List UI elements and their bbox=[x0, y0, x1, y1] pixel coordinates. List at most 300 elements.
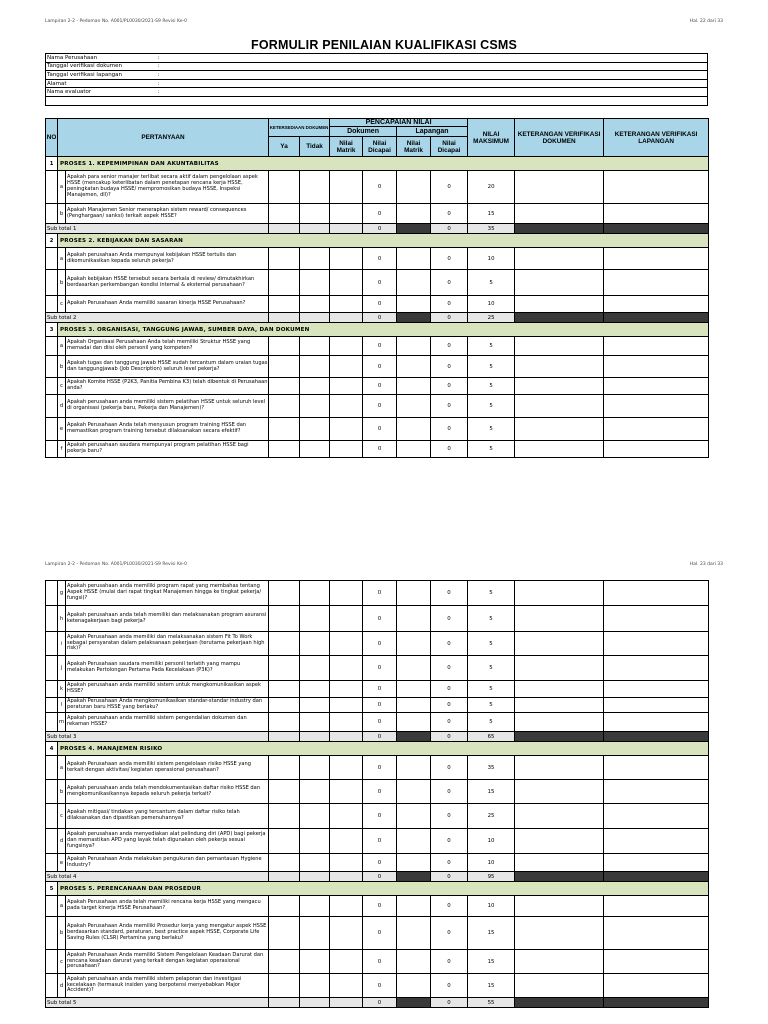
tidak-cell[interactable] bbox=[300, 204, 330, 224]
subtotal-lap: 0 bbox=[431, 224, 468, 234]
dok-matrik-cell[interactable] bbox=[330, 395, 363, 418]
ket-dokumen-cell[interactable] bbox=[515, 270, 604, 296]
ket-lapangan-cell[interactable] bbox=[604, 756, 709, 780]
subtotal-max: 95 bbox=[468, 872, 515, 882]
dok-matrik-cell[interactable] bbox=[330, 418, 363, 441]
lap-matrik-cell[interactable] bbox=[397, 296, 431, 313]
subtotal-blank bbox=[330, 732, 363, 742]
ket-dokumen-cell[interactable] bbox=[515, 418, 604, 441]
ket-dokumen-cell[interactable] bbox=[515, 248, 604, 270]
question-row bbox=[46, 854, 709, 872]
ket-lapangan-cell[interactable] bbox=[604, 395, 709, 418]
dok-dicapai: 0 bbox=[363, 171, 397, 204]
question-letter: g bbox=[58, 581, 66, 606]
lap-matrik-cell[interactable] bbox=[397, 581, 431, 606]
ya-cell[interactable] bbox=[269, 756, 300, 780]
dok-dicapai: 0 bbox=[363, 829, 397, 854]
lap-matrik-cell[interactable] bbox=[397, 804, 431, 829]
lap-matrik-cell[interactable] bbox=[397, 204, 431, 224]
ya-cell[interactable] bbox=[269, 337, 300, 356]
lap-dicapai: 0 bbox=[431, 681, 468, 698]
subtotal-dok: 0 bbox=[363, 998, 397, 1008]
dok-dicapai: 0 bbox=[363, 606, 397, 632]
dok-matrik-cell[interactable] bbox=[330, 248, 363, 270]
lap-matrik-cell[interactable] bbox=[397, 698, 431, 713]
nilai-maksimum: 10 bbox=[468, 829, 515, 854]
lap-matrik-cell[interactable] bbox=[397, 356, 431, 378]
lap-dicapai: 0 bbox=[431, 395, 468, 418]
question-text: Apakah Perusahaan Anda memiliki Prosedur kerja yang mengatur aspek HSSE berdasarkan standard, peraturan, best practice aspek HSSE, Corporate Life Saving Rules (CLSR) Pertamina yang berlaku? bbox=[66, 917, 269, 950]
info-row bbox=[46, 62, 708, 71]
ya-cell[interactable] bbox=[269, 378, 300, 395]
lap-matrik-cell[interactable] bbox=[397, 681, 431, 698]
tidak-cell[interactable] bbox=[300, 248, 330, 270]
subtotal-blank bbox=[330, 998, 363, 1008]
subtotal-shaded bbox=[397, 998, 431, 1008]
page-number: Hal. 22 dari 33 bbox=[689, 19, 723, 24]
section-title: PROSES 5. PERENCANAAN DAN PROSEDUR bbox=[58, 882, 709, 896]
lap-matrik-cell[interactable] bbox=[397, 441, 431, 458]
ya-cell[interactable] bbox=[269, 804, 300, 829]
dok-matrik-cell[interactable] bbox=[330, 171, 363, 204]
tidak-cell[interactable] bbox=[300, 296, 330, 313]
tidak-cell[interactable] bbox=[300, 632, 330, 656]
ket-dokumen-cell[interactable] bbox=[515, 378, 604, 395]
section-header bbox=[46, 323, 709, 337]
dok-dicapai: 0 bbox=[363, 378, 397, 395]
dok-dicapai: 0 bbox=[363, 632, 397, 656]
question-row bbox=[46, 337, 709, 356]
ket-lapangan-cell[interactable] bbox=[604, 581, 709, 606]
info-row bbox=[46, 54, 708, 63]
lap-matrik-cell[interactable] bbox=[397, 606, 431, 632]
info-row bbox=[46, 71, 708, 80]
ket-dokumen-cell[interactable] bbox=[515, 581, 604, 606]
dok-dicapai: 0 bbox=[363, 204, 397, 224]
tidak-cell[interactable] bbox=[300, 581, 330, 606]
lap-matrik-cell[interactable] bbox=[397, 854, 431, 872]
ya-cell[interactable] bbox=[269, 713, 300, 732]
ket-lapangan-cell[interactable] bbox=[604, 829, 709, 854]
subtotal-label: Sub total 5 bbox=[46, 998, 269, 1008]
nilai-maksimum: 5 bbox=[468, 418, 515, 441]
ket-lapangan-cell[interactable] bbox=[604, 656, 709, 681]
question-letter: b bbox=[58, 204, 66, 224]
dok-matrik-cell[interactable] bbox=[330, 204, 363, 224]
ya-cell[interactable] bbox=[269, 829, 300, 854]
ket-lapangan-cell[interactable] bbox=[604, 418, 709, 441]
tidak-cell[interactable] bbox=[300, 756, 330, 780]
question-row bbox=[46, 356, 709, 378]
section-header bbox=[46, 234, 709, 248]
dok-matrik-cell[interactable] bbox=[330, 378, 363, 395]
tidak-cell[interactable] bbox=[300, 896, 330, 917]
question-row bbox=[46, 698, 709, 713]
col-ketersediaan: KETERSEDIAAN DOKUMEN bbox=[269, 119, 330, 137]
ya-cell[interactable] bbox=[269, 780, 300, 804]
tidak-cell[interactable] bbox=[300, 606, 330, 632]
ket-dokumen-cell[interactable] bbox=[515, 756, 604, 780]
tidak-cell[interactable] bbox=[300, 829, 330, 854]
ket-dokumen-cell[interactable] bbox=[515, 896, 604, 917]
dok-matrik-cell[interactable] bbox=[330, 756, 363, 780]
dok-matrik-cell[interactable] bbox=[330, 950, 363, 974]
col-dokumen: Dokumen bbox=[330, 127, 397, 137]
ket-dokumen-cell[interactable] bbox=[515, 974, 604, 998]
ya-cell[interactable] bbox=[269, 270, 300, 296]
row-no-cell bbox=[46, 248, 58, 270]
question-text: Apakah perusahaan anda memiliki sistem pelatihan HSSE untuk seluruh level di organisasi (pekerja baru, Pekerja dan Manajemen)? bbox=[66, 395, 269, 418]
dok-dicapai: 0 bbox=[363, 780, 397, 804]
row-no-cell bbox=[46, 804, 58, 829]
ket-dokumen-cell[interactable] bbox=[515, 337, 604, 356]
dok-matrik-cell[interactable] bbox=[330, 296, 363, 313]
tidak-cell[interactable] bbox=[300, 171, 330, 204]
ket-dokumen-cell[interactable] bbox=[515, 656, 604, 681]
dok-matrik-cell[interactable] bbox=[330, 632, 363, 656]
lap-dicapai: 0 bbox=[431, 204, 468, 224]
subtotal-row bbox=[46, 313, 709, 323]
ket-lapangan-cell[interactable] bbox=[604, 698, 709, 713]
question-letter: a bbox=[58, 896, 66, 917]
ket-lapangan-cell[interactable] bbox=[604, 606, 709, 632]
dok-matrik-cell[interactable] bbox=[330, 656, 363, 681]
ya-cell[interactable] bbox=[269, 441, 300, 458]
lap-dicapai: 0 bbox=[431, 950, 468, 974]
ket-lapangan-cell[interactable] bbox=[604, 356, 709, 378]
lap-matrik-cell[interactable] bbox=[397, 632, 431, 656]
ket-lapangan-cell[interactable] bbox=[604, 780, 709, 804]
question-text: Apakah Perusahaan anda memiliki sistem pengelolaan risiko HSSE yang terkait dengan aktivitas/ kegiatan operasional perusahaan? bbox=[66, 756, 269, 780]
question-letter: a bbox=[58, 337, 66, 356]
ket-lapangan-cell[interactable] bbox=[604, 441, 709, 458]
question-text: Apakah tugas dan tanggung jawab HSSE sudah tercantum dalam uraian tugas dan tanggungjawab (Job Description) seluruh level pekerja? bbox=[66, 356, 269, 378]
ya-cell[interactable] bbox=[269, 356, 300, 378]
lap-dicapai: 0 bbox=[431, 441, 468, 458]
tidak-cell[interactable] bbox=[300, 270, 330, 296]
row-no-cell bbox=[46, 395, 58, 418]
ket-dokumen-cell[interactable] bbox=[515, 917, 604, 950]
tidak-cell[interactable] bbox=[300, 656, 330, 681]
subtotal-blank bbox=[300, 313, 330, 323]
lap-dicapai: 0 bbox=[431, 756, 468, 780]
dok-matrik-cell[interactable] bbox=[330, 581, 363, 606]
ket-lapangan-cell[interactable] bbox=[604, 896, 709, 917]
lap-dicapai: 0 bbox=[431, 606, 468, 632]
lap-matrik-cell[interactable] bbox=[397, 270, 431, 296]
ket-lapangan-cell[interactable] bbox=[604, 854, 709, 872]
dok-matrik-cell[interactable] bbox=[330, 713, 363, 732]
question-text: Apakah Perusahaan anda telah memiliki rencana kerja HSSE yang mengacu pada target kinerja HSSE Perusahaan? bbox=[66, 896, 269, 917]
ket-lapangan-cell[interactable] bbox=[604, 204, 709, 224]
subtotal-max: 55 bbox=[468, 998, 515, 1008]
ket-lapangan-cell[interactable] bbox=[604, 171, 709, 204]
info-label: Tanggal verifikasi dokumen bbox=[46, 62, 158, 71]
ket-dokumen-cell[interactable] bbox=[515, 171, 604, 204]
lap-matrik-cell[interactable] bbox=[397, 378, 431, 395]
question-text: Apakah Perusahaan Anda telah menyusun program training HSSE dan memastikan program training tersebut dilaksanakan secara efektif? bbox=[66, 418, 269, 441]
dok-matrik-cell[interactable] bbox=[330, 681, 363, 698]
question-row bbox=[46, 248, 709, 270]
tidak-cell[interactable] bbox=[300, 378, 330, 395]
tidak-cell[interactable] bbox=[300, 356, 330, 378]
dok-matrik-cell[interactable] bbox=[330, 804, 363, 829]
row-no-cell bbox=[46, 204, 58, 224]
dok-dicapai: 0 bbox=[363, 713, 397, 732]
question-letter: f bbox=[58, 441, 66, 458]
page-number: Hal. 23 dari 33 bbox=[689, 562, 723, 567]
nilai-maksimum: 15 bbox=[468, 917, 515, 950]
ket-lapangan-cell[interactable] bbox=[604, 632, 709, 656]
dok-matrik-cell[interactable] bbox=[330, 270, 363, 296]
lap-matrik-cell[interactable] bbox=[397, 896, 431, 917]
lap-matrik-cell[interactable] bbox=[397, 756, 431, 780]
question-row bbox=[46, 296, 709, 313]
question-text: Apakah perusahaan anda memiliki sistem pelaporan dan investigasi kecelakaan (termasuk insiden yang berpotensi menyebabkan Major Accident)? bbox=[66, 974, 269, 998]
ket-lapangan-cell[interactable] bbox=[604, 804, 709, 829]
lap-dicapai: 0 bbox=[431, 698, 468, 713]
lap-matrik-cell[interactable] bbox=[397, 829, 431, 854]
lap-dicapai: 0 bbox=[431, 917, 468, 950]
question-row bbox=[46, 395, 709, 418]
dok-matrik-cell[interactable] bbox=[330, 337, 363, 356]
ket-dokumen-cell[interactable] bbox=[515, 441, 604, 458]
ya-cell[interactable] bbox=[269, 581, 300, 606]
subtotal-shaded bbox=[604, 872, 709, 882]
tidak-cell[interactable] bbox=[300, 441, 330, 458]
tidak-cell[interactable] bbox=[300, 950, 330, 974]
ya-cell[interactable] bbox=[269, 656, 300, 681]
ya-cell[interactable] bbox=[269, 248, 300, 270]
ya-cell[interactable] bbox=[269, 854, 300, 872]
dok-dicapai: 0 bbox=[363, 756, 397, 780]
info-row bbox=[46, 88, 708, 97]
lap-matrik-cell[interactable] bbox=[397, 713, 431, 732]
subtotal-lap: 0 bbox=[431, 313, 468, 323]
tidak-cell[interactable] bbox=[300, 395, 330, 418]
subtotal-row bbox=[46, 732, 709, 742]
question-letter: c bbox=[58, 296, 66, 313]
dok-dicapai: 0 bbox=[363, 974, 397, 998]
ket-lapangan-cell[interactable] bbox=[604, 270, 709, 296]
question-letter: j bbox=[58, 656, 66, 681]
question-letter: d bbox=[58, 829, 66, 854]
lap-matrik-cell[interactable] bbox=[397, 917, 431, 950]
question-letter: a bbox=[58, 171, 66, 204]
nilai-maksimum: 25 bbox=[468, 804, 515, 829]
ket-lapangan-cell[interactable] bbox=[604, 296, 709, 313]
ya-cell[interactable] bbox=[269, 204, 300, 224]
ya-cell[interactable] bbox=[269, 632, 300, 656]
ket-lapangan-cell[interactable] bbox=[604, 950, 709, 974]
tidak-cell[interactable] bbox=[300, 854, 330, 872]
ket-dokumen-cell[interactable] bbox=[515, 606, 604, 632]
row-no-cell bbox=[46, 171, 58, 204]
col-tidak: Tidak bbox=[300, 137, 330, 157]
dok-matrik-cell[interactable] bbox=[330, 356, 363, 378]
section-header bbox=[46, 742, 709, 756]
subtotal-shaded bbox=[515, 998, 604, 1008]
section-number: 3 bbox=[46, 323, 58, 337]
dok-matrik-cell[interactable] bbox=[330, 606, 363, 632]
dok-dicapai: 0 bbox=[363, 248, 397, 270]
ya-cell[interactable] bbox=[269, 974, 300, 998]
dok-matrik-cell[interactable] bbox=[330, 974, 363, 998]
ya-cell[interactable] bbox=[269, 698, 300, 713]
lap-dicapai: 0 bbox=[431, 248, 468, 270]
ket-dokumen-cell[interactable] bbox=[515, 713, 604, 732]
ya-cell[interactable] bbox=[269, 950, 300, 974]
ket-lapangan-cell[interactable] bbox=[604, 248, 709, 270]
row-no-cell bbox=[46, 581, 58, 606]
lap-matrik-cell[interactable] bbox=[397, 780, 431, 804]
info-value: : bbox=[158, 54, 708, 63]
lap-matrik-cell[interactable] bbox=[397, 950, 431, 974]
dok-dicapai: 0 bbox=[363, 950, 397, 974]
ya-cell[interactable] bbox=[269, 917, 300, 950]
lap-matrik-cell[interactable] bbox=[397, 171, 431, 204]
lap-matrik-cell[interactable] bbox=[397, 418, 431, 441]
tidak-cell[interactable] bbox=[300, 974, 330, 998]
ket-lapangan-cell[interactable] bbox=[604, 681, 709, 698]
dok-dicapai: 0 bbox=[363, 854, 397, 872]
ya-cell[interactable] bbox=[269, 395, 300, 418]
question-row bbox=[46, 632, 709, 656]
ya-cell[interactable] bbox=[269, 681, 300, 698]
ket-dokumen-cell[interactable] bbox=[515, 395, 604, 418]
col-nilai-maksimum: NILAI MAKSIMUM bbox=[468, 119, 515, 157]
question-text: Apakah perusahaan anda memiliki sistem untuk mengkomunikasikan aspek HSSE? bbox=[66, 681, 269, 698]
lap-dicapai: 0 bbox=[431, 896, 468, 917]
col-lap-dicapai: Nilai Dicapai bbox=[431, 137, 468, 157]
question-row bbox=[46, 171, 709, 204]
subtotal-shaded bbox=[515, 313, 604, 323]
ya-cell[interactable] bbox=[269, 896, 300, 917]
question-letter: k bbox=[58, 681, 66, 698]
info-value: : bbox=[158, 71, 708, 80]
assessment-table-continued bbox=[45, 580, 709, 1008]
col-lapangan: Lapangan bbox=[397, 127, 468, 137]
question-row bbox=[46, 780, 709, 804]
info-blank bbox=[158, 96, 708, 105]
dok-dicapai: 0 bbox=[363, 804, 397, 829]
tidak-cell[interactable] bbox=[300, 917, 330, 950]
lap-dicapai: 0 bbox=[431, 270, 468, 296]
tidak-cell[interactable] bbox=[300, 698, 330, 713]
ket-lapangan-cell[interactable] bbox=[604, 378, 709, 395]
ya-cell[interactable] bbox=[269, 418, 300, 441]
tidak-cell[interactable] bbox=[300, 713, 330, 732]
question-text: Apakah Komite HSSE (P2K3, Panitia Pembina K3) telah dibentuk di Perusahaan anda? bbox=[66, 378, 269, 395]
col-ket-lapangan: KETERANGAN VERIFIKASI LAPANGAN bbox=[604, 119, 709, 157]
tidak-cell[interactable] bbox=[300, 418, 330, 441]
ket-lapangan-cell[interactable] bbox=[604, 337, 709, 356]
subtotal-blank bbox=[300, 998, 330, 1008]
ket-dokumen-cell[interactable] bbox=[515, 632, 604, 656]
subtotal-dok: 0 bbox=[363, 313, 397, 323]
dok-dicapai: 0 bbox=[363, 698, 397, 713]
subtotal-label: Sub total 3 bbox=[46, 732, 269, 742]
question-text: Apakah Perusahaan Anda memiliki Sistem Pengelolaan Keadaan Darurat dan rencana keadaan darurat yang terkait dengan kegiatan operasional perusahaan? bbox=[66, 950, 269, 974]
question-letter: d bbox=[58, 395, 66, 418]
page-22 bbox=[0, 0, 768, 490]
dok-dicapai: 0 bbox=[363, 337, 397, 356]
ket-dokumen-cell[interactable] bbox=[515, 204, 604, 224]
dok-dicapai: 0 bbox=[363, 917, 397, 950]
lap-dicapai: 0 bbox=[431, 854, 468, 872]
ket-dokumen-cell[interactable] bbox=[515, 681, 604, 698]
ket-lapangan-cell[interactable] bbox=[604, 917, 709, 950]
subtotal-max: 65 bbox=[468, 732, 515, 742]
row-no-cell bbox=[46, 698, 58, 713]
subtotal-shaded bbox=[397, 732, 431, 742]
ket-lapangan-cell[interactable] bbox=[604, 713, 709, 732]
subtotal-blank bbox=[300, 732, 330, 742]
ket-dokumen-cell[interactable] bbox=[515, 854, 604, 872]
question-row bbox=[46, 896, 709, 917]
tidak-cell[interactable] bbox=[300, 780, 330, 804]
ket-dokumen-cell[interactable] bbox=[515, 296, 604, 313]
dok-matrik-cell[interactable] bbox=[330, 896, 363, 917]
dok-matrik-cell[interactable] bbox=[330, 917, 363, 950]
ket-dokumen-cell[interactable] bbox=[515, 804, 604, 829]
dok-matrik-cell[interactable] bbox=[330, 441, 363, 458]
question-letter: l bbox=[58, 698, 66, 713]
dok-matrik-cell[interactable] bbox=[330, 829, 363, 854]
ya-cell[interactable] bbox=[269, 606, 300, 632]
tidak-cell[interactable] bbox=[300, 804, 330, 829]
col-pertanyaan: PERTANYAAN bbox=[58, 119, 269, 157]
lap-matrik-cell[interactable] bbox=[397, 248, 431, 270]
lap-dicapai: 0 bbox=[431, 296, 468, 313]
nilai-maksimum: 10 bbox=[468, 854, 515, 872]
dok-dicapai: 0 bbox=[363, 896, 397, 917]
dok-dicapai: 0 bbox=[363, 681, 397, 698]
nilai-maksimum: 10 bbox=[468, 248, 515, 270]
question-row bbox=[46, 681, 709, 698]
dok-matrik-cell[interactable] bbox=[330, 698, 363, 713]
table-header bbox=[46, 119, 709, 157]
ya-cell[interactable] bbox=[269, 171, 300, 204]
ket-dokumen-cell[interactable] bbox=[515, 950, 604, 974]
nilai-maksimum: 5 bbox=[468, 356, 515, 378]
subtotal-blank bbox=[269, 998, 300, 1008]
ket-dokumen-cell[interactable] bbox=[515, 829, 604, 854]
dok-matrik-cell[interactable] bbox=[330, 854, 363, 872]
row-no-cell bbox=[46, 713, 58, 732]
lap-matrik-cell[interactable] bbox=[397, 974, 431, 998]
ket-lapangan-cell[interactable] bbox=[604, 974, 709, 998]
tidak-cell[interactable] bbox=[300, 337, 330, 356]
section-number: 1 bbox=[46, 157, 58, 171]
ket-dokumen-cell[interactable] bbox=[515, 356, 604, 378]
ket-dokumen-cell[interactable] bbox=[515, 698, 604, 713]
nilai-maksimum: 5 bbox=[468, 337, 515, 356]
ya-cell[interactable] bbox=[269, 296, 300, 313]
dok-matrik-cell[interactable] bbox=[330, 780, 363, 804]
col-ya: Ya bbox=[269, 137, 300, 157]
ket-dokumen-cell[interactable] bbox=[515, 780, 604, 804]
lap-matrik-cell[interactable] bbox=[397, 395, 431, 418]
lap-dicapai: 0 bbox=[431, 418, 468, 441]
page-23 bbox=[0, 550, 768, 1024]
lap-matrik-cell[interactable] bbox=[397, 656, 431, 681]
info-table bbox=[45, 53, 708, 106]
tidak-cell[interactable] bbox=[300, 681, 330, 698]
lap-matrik-cell[interactable] bbox=[397, 337, 431, 356]
question-row bbox=[46, 713, 709, 732]
lap-dicapai: 0 bbox=[431, 581, 468, 606]
